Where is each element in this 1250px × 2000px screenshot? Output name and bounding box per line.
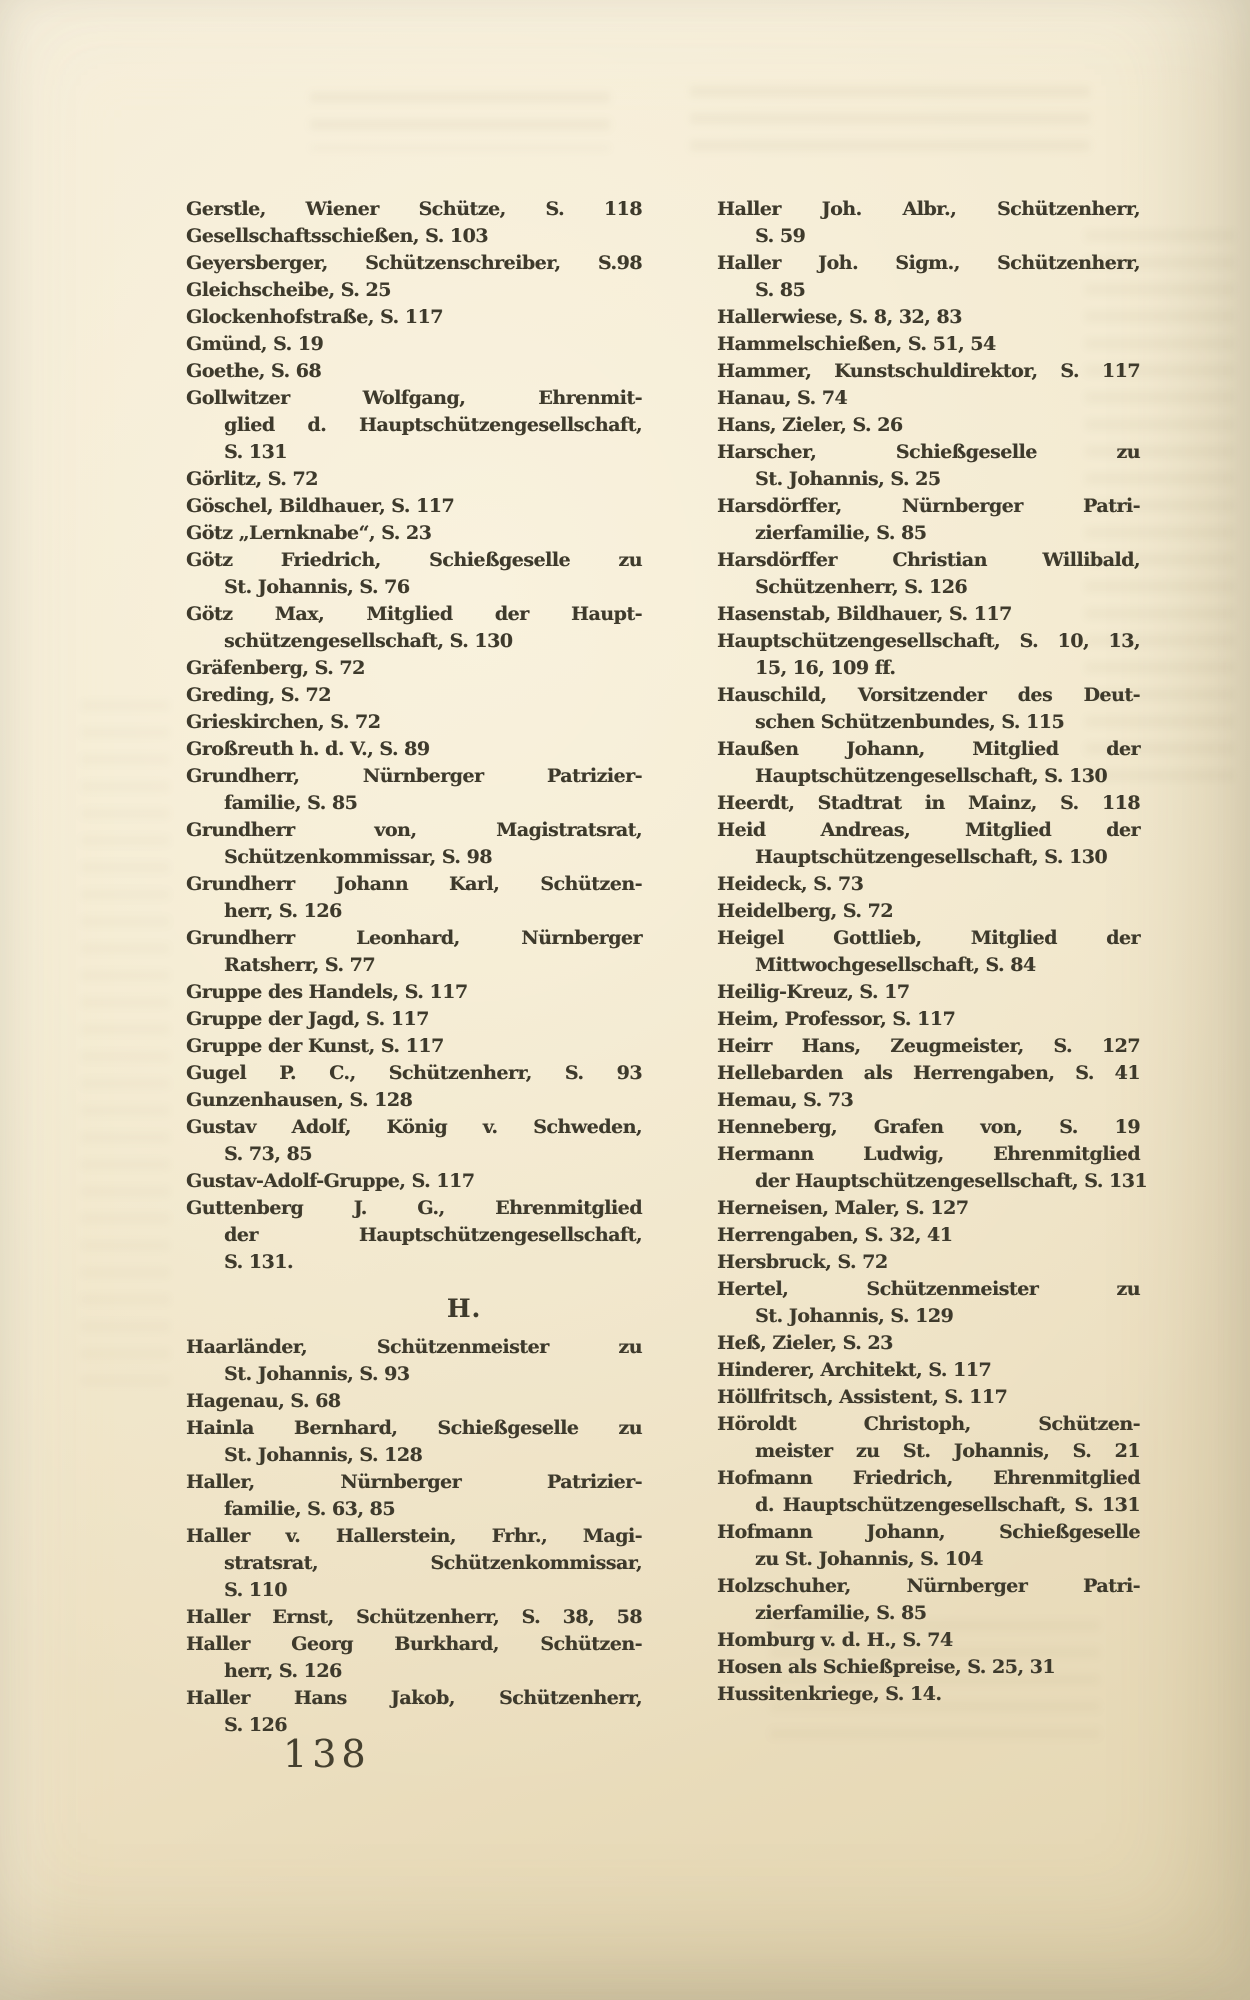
index-line: glied d. Hauptschützengesellschaft, — [224, 414, 642, 436]
index-line: S. 131. — [224, 1251, 294, 1273]
index-line: Gruppe der Kunst, S. 117 — [186, 1035, 444, 1057]
index-line: Göschel, Bildhauer, S. 117 — [186, 495, 455, 517]
index-line: schützengesellschaft, S. 130 — [224, 630, 513, 652]
index-line: Goethe, S. 68 — [186, 360, 322, 382]
index-line: S. 59 — [755, 225, 806, 247]
index-line: Harsdörffer, Nürnberger Patri- — [717, 495, 1140, 517]
index-line: Hinderer, Architekt, S. 117 — [717, 1359, 992, 1381]
index-line: Greding, S. 72 — [186, 684, 331, 706]
index-line: Herrengaben, S. 32, 41 — [717, 1224, 953, 1246]
index-line: Gruppe der Jagd, S. 117 — [186, 1008, 429, 1030]
index-line: Gunzenhausen, S. 128 — [186, 1089, 413, 1111]
index-line: Höllfritsch, Assistent, S. 117 — [717, 1386, 1008, 1408]
bleedthrough-smudge — [310, 92, 610, 150]
index-column-1 — [186, 196, 642, 1739]
index-line: zierfamilie, S. 85 — [755, 1602, 927, 1624]
index-line: Grundherr Johann Karl, Schützen- — [186, 873, 642, 895]
page-number: 138 — [283, 1732, 371, 1776]
index-line: Grundherr Leonhard, Nürnberger — [186, 927, 642, 949]
index-line: Grundherr von, Magistratsrat, — [186, 819, 642, 841]
index-line: Gugel P. C., Schützenherr, S. 93 — [186, 1062, 642, 1084]
index-line: Hauptschützengesellschaft, S. 130 — [755, 765, 1108, 787]
index-line: S. 110 — [224, 1579, 287, 1601]
index-line: Schützenkommissar, S. 98 — [224, 846, 492, 868]
index-line: Heidelberg, S. 72 — [717, 900, 893, 922]
index-line: Haller Ernst, Schützenherr, S. 38, 58 — [186, 1606, 642, 1628]
index-line: Holzschuher, Nürnberger Patri- — [717, 1575, 1140, 1597]
index-line: Ratsherr, S. 77 — [224, 954, 375, 976]
index-line: Heilig-Kreuz, S. 17 — [717, 981, 910, 1003]
index-line: Götz Friedrich, Schießgeselle zu — [186, 549, 642, 571]
index-line: Harsdörffer Christian Willibald, — [717, 549, 1140, 571]
index-line: zu St. Johannis, S. 104 — [755, 1548, 983, 1570]
index-line: Heideck, S. 73 — [717, 873, 864, 895]
index-line: S. 126 — [224, 1714, 287, 1736]
index-line: Heim, Professor, S. 117 — [717, 1008, 956, 1030]
index-line: Hertel, Schützenmeister zu — [717, 1278, 1140, 1300]
index-line: Görlitz, S. 72 — [186, 468, 318, 490]
index-line: S. 73, 85 — [224, 1143, 312, 1165]
index-line: Grundherr, Nürnberger Patrizier- — [186, 765, 642, 787]
index-line: Heigel Gottlieb, Mitglied der — [717, 927, 1140, 949]
index-line: St. Johannis, S. 129 — [755, 1305, 954, 1327]
index-line: Hauptschützengesellschaft, S. 10, 13, — [717, 630, 1140, 652]
index-line: Guttenberg J. G., Ehrenmitglied — [186, 1197, 642, 1219]
index-line: Schützenherr, S. 126 — [755, 576, 968, 598]
index-line: Hagenau, S. 68 — [186, 1390, 341, 1412]
index-line: Heirr Hans, Zeugmeister, S. 127 — [717, 1035, 1140, 1057]
index-line: herr, S. 126 — [224, 900, 342, 922]
index-line: Henneberg, Grafen von, S. 19 — [717, 1116, 1140, 1138]
index-line: Haußen Johann, Mitglied der — [717, 738, 1140, 760]
index-line: d. Hauptschützengesellschaft, S. 131 — [755, 1494, 1140, 1516]
index-line: Gleichscheibe, S. 25 — [186, 279, 391, 301]
index-line: St. Johannis, S. 76 — [224, 576, 410, 598]
index-line: Haller Hans Jakob, Schützenherr, — [186, 1687, 642, 1709]
index-line: Glockenhofstraße, S. 117 — [186, 306, 443, 328]
index-line: Hofmann Johann, Schießgeselle — [717, 1521, 1140, 1543]
index-line: Haarländer, Schützenmeister zu — [186, 1336, 642, 1358]
bleedthrough-smudge — [690, 86, 1090, 158]
index-line: schen Schützenbundes, S. 115 — [755, 711, 1065, 733]
index-line: Gollwitzer Wolfgang, Ehrenmit- — [186, 387, 642, 409]
index-line: Hanau, S. 74 — [717, 387, 848, 409]
bleedthrough-smudge — [80, 700, 170, 1400]
index-line: familie, S. 85 — [224, 792, 358, 814]
index-line: der Hauptschützengesellschaft, — [224, 1224, 642, 1246]
index-line: Gruppe des Handels, S. 117 — [186, 981, 468, 1003]
index-line: Heß, Zieler, S. 23 — [717, 1332, 893, 1354]
index-line: S. 85 — [755, 279, 806, 301]
index-line: Götz „Lernknabe“, S. 23 — [186, 522, 432, 544]
index-line: Hemau, S. 73 — [717, 1089, 854, 1111]
index-line: Hainla Bernhard, Schießgeselle zu — [186, 1417, 642, 1439]
index-line: St. Johannis, S. 25 — [755, 468, 941, 490]
index-line: Grieskirchen, S. 72 — [186, 711, 381, 733]
index-line: Hellebarden als Herrengaben, S. 41 — [717, 1062, 1140, 1084]
index-line: Hallerwiese, S. 8, 32, 83 — [717, 306, 962, 328]
index-line: Hammelschießen, S. 51, 54 — [717, 333, 996, 355]
index-line: Mittwochgesellschaft, S. 84 — [755, 954, 1036, 976]
index-line: Homburg v. d. H., S. 74 — [717, 1629, 953, 1651]
index-line: Haller Joh. Albr., Schützenherr, — [717, 198, 1140, 220]
index-line: herr, S. 126 — [224, 1660, 342, 1682]
index-line: Gmünd, S. 19 — [186, 333, 324, 355]
index-line: stratsrat, Schützenkommissar, — [224, 1552, 642, 1574]
index-line: St. Johannis, S. 128 — [224, 1444, 423, 1466]
index-line: Haller v. Hallerstein, Frhr., Magi- — [186, 1525, 642, 1547]
index-line: Herneisen, Maler, S. 127 — [717, 1197, 969, 1219]
index-line: Hofmann Friedrich, Ehrenmitglied — [717, 1467, 1140, 1489]
index-line: St. Johannis, S. 93 — [224, 1363, 410, 1385]
index-line: familie, S. 63, 85 — [224, 1498, 395, 1520]
index-line: Geyersberger, Schützenschreiber, S.98 — [186, 252, 642, 274]
index-line: Hersbruck, S. 72 — [717, 1251, 888, 1273]
index-line: Gustav Adolf, König v. Schweden, — [186, 1116, 642, 1138]
index-line: Haller, Nürnberger Patrizier- — [186, 1471, 642, 1493]
index-line: Gesellschaftsschießen, S. 103 — [186, 225, 488, 247]
index-line: Hammer, Kunstschuldirektor, S. 117 — [717, 360, 1140, 382]
index-line: Haller Georg Burkhard, Schützen- — [186, 1633, 642, 1655]
index-line: der Hauptschützengesellschaft, S. 131 — [755, 1170, 1148, 1192]
index-line: Harscher, Schießgeselle zu — [717, 441, 1140, 463]
index-line: S. 131 — [224, 441, 287, 463]
index-line: Hasenstab, Bildhauer, S. 117 — [717, 603, 1012, 625]
index-line: Hussitenkriege, S. 14. — [717, 1683, 942, 1705]
index-line: Höroldt Christoph, Schützen- — [717, 1413, 1140, 1435]
index-line: Großreuth h. d. V., S. 89 — [186, 738, 430, 760]
index-line: Haller Joh. Sigm., Schützenherr, — [717, 252, 1140, 274]
index-line: Heid Andreas, Mitglied der — [717, 819, 1140, 841]
index-line: Gerstle, Wiener Schütze, S. 118 — [186, 198, 642, 220]
index-line: Hauschild, Vorsitzender des Deut- — [717, 684, 1140, 706]
index-line: Götz Max, Mitglied der Haupt- — [186, 603, 642, 625]
index-line: 15, 16, 109 ff. — [755, 657, 896, 679]
index-line: Heerdt, Stadtrat in Mainz, S. 118 — [717, 792, 1140, 814]
index-line: Hermann Ludwig, Ehrenmitglied — [717, 1143, 1140, 1165]
index-column-2 — [717, 196, 1148, 1708]
index-line: Hosen als Schießpreise, S. 25, 31 — [717, 1656, 1056, 1678]
index-line: Gräfenberg, S. 72 — [186, 657, 365, 679]
section-header: H. — [446, 1294, 482, 1323]
index-line: zierfamilie, S. 85 — [755, 522, 927, 544]
index-line: Hans, Zieler, S. 26 — [717, 414, 903, 436]
index-line: meister zu St. Johannis, S. 21 — [755, 1440, 1140, 1462]
index-line: Hauptschützengesellschaft, S. 130 — [755, 846, 1108, 868]
index-line: Gustav-Adolf-Gruppe, S. 117 — [186, 1170, 475, 1192]
